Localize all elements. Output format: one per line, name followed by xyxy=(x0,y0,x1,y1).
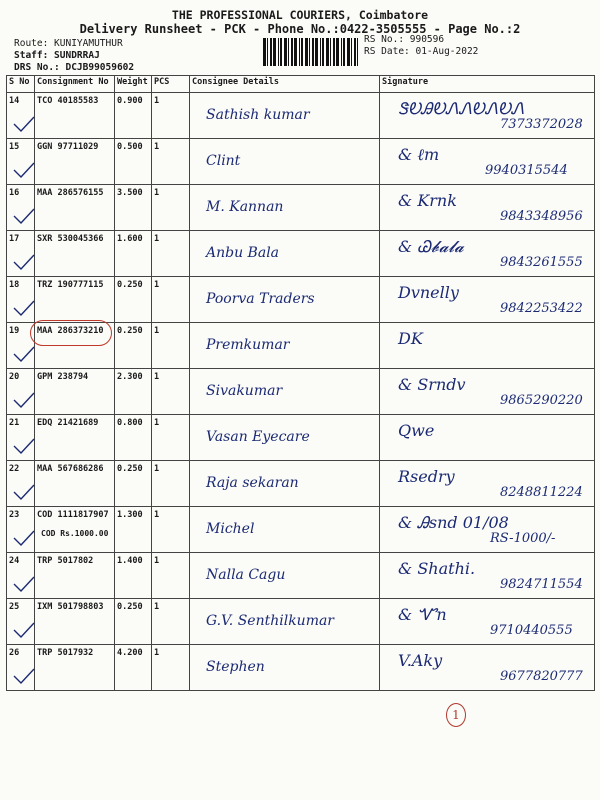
weight-value: 0.500 xyxy=(115,139,152,185)
signature-cell xyxy=(380,553,595,599)
check-mark-icon xyxy=(13,667,35,685)
handwritten-phone: 9677820777 xyxy=(500,669,583,684)
table-header xyxy=(7,76,595,93)
consignment-number: GPM 238794 xyxy=(37,372,89,382)
runsheet-table xyxy=(6,75,595,691)
barcode-bar xyxy=(267,38,268,66)
barcode-bar xyxy=(315,38,318,66)
table-row xyxy=(7,231,595,277)
serial-number: 20 xyxy=(7,369,35,415)
table-row xyxy=(7,461,595,507)
signature-scribble: & Ꮙn xyxy=(398,605,447,624)
barcode-bar xyxy=(330,38,331,66)
consignee-name: Michel xyxy=(206,521,255,537)
handwritten-phone: 9824711554 xyxy=(500,577,583,592)
signature-cell xyxy=(380,93,595,139)
signature-cell xyxy=(380,507,595,553)
serial-number: 15 xyxy=(7,139,35,185)
weight-value: 0.250 xyxy=(115,599,152,645)
signature-cell xyxy=(380,277,595,323)
check-mark-icon xyxy=(13,529,35,547)
consignment-cell xyxy=(35,369,115,415)
consignee-name: Stephen xyxy=(206,659,265,675)
table-row xyxy=(7,185,595,231)
pieces-count: 1 xyxy=(152,231,190,277)
signature-scribble: & Krnk xyxy=(398,191,457,210)
serial-number: 14 xyxy=(7,93,35,139)
barcode-bar xyxy=(284,38,287,66)
consignee-details-cell xyxy=(190,645,380,691)
consignment-number: MAA 567686286 xyxy=(37,464,104,474)
weight-value: 0.250 xyxy=(115,323,152,369)
weight-value: 0.250 xyxy=(115,277,152,323)
barcode-bar xyxy=(320,38,321,66)
consignee-name: Clint xyxy=(206,153,241,169)
handwritten-phone: 9710440555 xyxy=(490,623,573,638)
consignee-name: Sivakumar xyxy=(206,383,283,399)
table-row xyxy=(7,93,595,139)
consignee-name: Anbu Bala xyxy=(206,245,280,261)
pieces-count: 1 xyxy=(152,645,190,691)
barcode-bar xyxy=(288,38,289,66)
barcode-bar xyxy=(263,38,266,66)
consignee-details-cell xyxy=(190,507,380,553)
serial-number: 25 xyxy=(7,599,35,645)
signature-scribble: & ℓm xyxy=(398,145,440,164)
column-header: Signature xyxy=(380,76,595,93)
consignee-details-cell xyxy=(190,185,380,231)
pieces-count: 1 xyxy=(152,415,190,461)
consignment-cell xyxy=(35,553,115,599)
consignee-details-cell xyxy=(190,369,380,415)
consignment-number: MAA 286576155 xyxy=(37,188,104,198)
serial-number: 23 xyxy=(7,507,35,553)
barcode-bar xyxy=(333,38,335,66)
check-mark-icon xyxy=(13,575,35,593)
consignment-number: SXR 530045366 xyxy=(37,234,104,244)
column-header: PCS xyxy=(152,76,190,93)
signature-scribble: ᏕᎧᎯᎧᏁᏁᎧᏁᎧᏁ xyxy=(398,99,525,118)
signature-scribble: & Srndv xyxy=(398,375,466,394)
barcode-bar xyxy=(299,38,300,66)
signature-scribble: DK xyxy=(398,329,423,348)
staff-label: Staff: SUNDRRAJ xyxy=(14,50,100,61)
consignee-name: M. Kannan xyxy=(206,199,284,215)
consignment-cell xyxy=(35,599,115,645)
table-row xyxy=(7,599,595,645)
consignee-details-cell xyxy=(190,461,380,507)
barcode-bar xyxy=(322,38,324,66)
serial-number: 24 xyxy=(7,553,35,599)
table-row xyxy=(7,553,595,599)
consignment-number: COD 1111817907 xyxy=(37,510,109,520)
handwritten-phone: 9940315544 xyxy=(485,163,568,178)
consignment-number: EDQ 21421689 xyxy=(37,418,99,428)
table-row xyxy=(7,139,595,185)
table-row xyxy=(7,645,595,691)
consignment-cell xyxy=(35,93,115,139)
table-row xyxy=(7,369,595,415)
pieces-count: 1 xyxy=(152,93,190,139)
barcode-bar xyxy=(270,38,272,66)
handwritten-phone: 9843261555 xyxy=(500,255,583,270)
consignment-number: IXM 501798803 xyxy=(37,602,104,612)
barcode-bar xyxy=(357,38,358,66)
consignment-number: TRP 5017932 xyxy=(37,648,94,658)
runsheet-subtitle: Delivery Runsheet - PCK - Phone No.:0422-3505555 - Page No.:2 xyxy=(79,22,521,36)
consignee-details-cell xyxy=(190,277,380,323)
weight-value: 3.500 xyxy=(115,185,152,231)
serial-number: 18 xyxy=(7,277,35,323)
pieces-count: 1 xyxy=(152,507,190,553)
serial-number: 26 xyxy=(7,645,35,691)
serial-number: 16 xyxy=(7,185,35,231)
consignment-cell xyxy=(35,415,115,461)
consignee-details-cell xyxy=(190,323,380,369)
check-mark-icon xyxy=(13,437,35,455)
signature-cell xyxy=(380,323,595,369)
consignment-number: MAA 286373210 xyxy=(37,326,104,336)
consignment-cell xyxy=(35,461,115,507)
barcode-bar xyxy=(294,38,297,66)
route-label: Route: KUNIYAMUTHUR xyxy=(14,38,123,49)
signature-scribble: & Ꮚ𝓫𝓪𝓵𝓪 xyxy=(398,237,464,256)
pieces-count: 1 xyxy=(152,461,190,507)
consignee-name: Vasan Eyecare xyxy=(206,429,310,445)
signature-cell xyxy=(380,369,595,415)
signature-cell xyxy=(380,185,595,231)
check-mark-icon xyxy=(13,207,35,225)
weight-value: 0.800 xyxy=(115,415,152,461)
barcode-bar xyxy=(309,38,310,66)
page-mark: 1 xyxy=(446,703,466,727)
consignment-number: GGN 97711029 xyxy=(37,142,99,152)
consignment-cell xyxy=(35,139,115,185)
column-header: Consignment No xyxy=(35,76,115,93)
pieces-count: 1 xyxy=(152,369,190,415)
barcode-bar xyxy=(312,38,314,66)
handwritten-phone: 7373372028 xyxy=(500,117,583,132)
barcode-bar xyxy=(351,38,352,66)
barcode-bar xyxy=(326,38,329,66)
column-header: Consignee Details xyxy=(190,76,380,93)
consignee-name: G.V. Senthilkumar xyxy=(206,613,335,629)
consignment-cell xyxy=(35,277,115,323)
check-mark-icon xyxy=(13,483,35,501)
pieces-count: 1 xyxy=(152,185,190,231)
consignment-cell xyxy=(35,645,115,691)
consignment-cell xyxy=(35,185,115,231)
barcode-bar xyxy=(280,38,282,66)
signature-scribble: & Shathi. xyxy=(398,559,476,578)
signature-scribble: V.Aky xyxy=(398,651,443,670)
weight-value: 2.300 xyxy=(115,369,152,415)
weight-value: 4.200 xyxy=(115,645,152,691)
consignment-number: TRP 5017802 xyxy=(37,556,94,566)
serial-number: 17 xyxy=(7,231,35,277)
signature-cell xyxy=(380,139,595,185)
consignment-cell xyxy=(35,507,115,553)
weight-value: 0.250 xyxy=(115,461,152,507)
consignee-name: Nalla Cagu xyxy=(206,567,286,583)
column-header: S No xyxy=(7,76,35,93)
consignment-number: TCO 40185583 xyxy=(37,96,99,106)
consignee-details-cell xyxy=(190,415,380,461)
company-title: THE PROFESSIONAL COURIERS, Coimbatore xyxy=(171,8,429,22)
barcode xyxy=(263,38,358,66)
barcode-bar xyxy=(291,38,293,66)
check-mark-icon xyxy=(13,391,35,409)
serial-number: 19 xyxy=(7,323,35,369)
pieces-count: 1 xyxy=(152,139,190,185)
consignment-cell xyxy=(35,231,115,277)
consignee-name: Premkumar xyxy=(206,337,290,353)
serial-number: 22 xyxy=(7,461,35,507)
handwritten-phone: 8248811224 xyxy=(500,485,583,500)
check-mark-icon xyxy=(13,345,35,363)
drs-number: DRS No.: DCJB99059602 xyxy=(14,62,135,73)
signature-cell xyxy=(380,415,595,461)
barcode-bar xyxy=(336,38,339,66)
barcode-bar xyxy=(343,38,345,66)
consignee-name: Raja sekaran xyxy=(206,475,299,491)
rs-date: RS Date: 01-Aug-2022 xyxy=(364,46,479,57)
weight-value: 1.600 xyxy=(115,231,152,277)
barcode-bar xyxy=(301,38,303,66)
consignee-name: Sathish kumar xyxy=(206,107,310,123)
rs-number: RS No.: 990596 xyxy=(364,34,445,45)
serial-number: 21 xyxy=(7,415,35,461)
handwritten-phone: 9865290220 xyxy=(500,393,583,408)
signature-cell xyxy=(380,599,595,645)
table-row xyxy=(7,415,595,461)
signature-cell xyxy=(380,645,595,691)
signature-scribble: & Ꭿsnd 01/08 xyxy=(398,513,509,532)
signature-scribble: Dvnelly xyxy=(398,283,459,302)
handwritten-phone: 9842253422 xyxy=(500,301,583,316)
weight-value: 1.400 xyxy=(115,553,152,599)
handwritten-phone: 9843348956 xyxy=(500,209,583,224)
table-row xyxy=(7,507,595,553)
pieces-count: 1 xyxy=(152,277,190,323)
barcode-bar xyxy=(341,38,342,66)
check-mark-icon xyxy=(13,161,35,179)
pieces-count: 1 xyxy=(152,599,190,645)
check-mark-icon xyxy=(13,115,35,133)
red-circle-mark xyxy=(30,320,112,346)
pieces-count: 1 xyxy=(152,323,190,369)
pieces-count: 1 xyxy=(152,553,190,599)
weight-value: 1.300 xyxy=(115,507,152,553)
check-mark-icon xyxy=(13,299,35,317)
table-row xyxy=(7,277,595,323)
barcode-bar xyxy=(305,38,308,66)
signature-cell xyxy=(380,461,595,507)
barcode-bar xyxy=(347,38,350,66)
consignment-number: TRZ 190777115 xyxy=(37,280,104,290)
barcode-bar xyxy=(354,38,356,66)
consignee-details-cell xyxy=(190,553,380,599)
signature-scribble: Rsedry xyxy=(398,467,455,486)
weight-value: 0.900 xyxy=(115,93,152,139)
consignee-details-cell xyxy=(190,231,380,277)
cod-amount: COD Rs.1000.00 xyxy=(41,529,109,538)
handwritten-phone: RS-1000/- xyxy=(490,531,556,546)
barcode-bar xyxy=(273,38,276,66)
signature-cell xyxy=(380,231,595,277)
consignee-details-cell xyxy=(190,599,380,645)
column-header: Weight xyxy=(115,76,152,93)
check-mark-icon xyxy=(13,253,35,271)
barcode-bar xyxy=(278,38,279,66)
consignee-details-cell xyxy=(190,139,380,185)
signature-scribble: Qwe xyxy=(398,421,435,440)
check-mark-icon xyxy=(13,621,35,639)
consignee-details-cell xyxy=(190,93,380,139)
consignee-name: Poorva Traders xyxy=(206,291,315,307)
